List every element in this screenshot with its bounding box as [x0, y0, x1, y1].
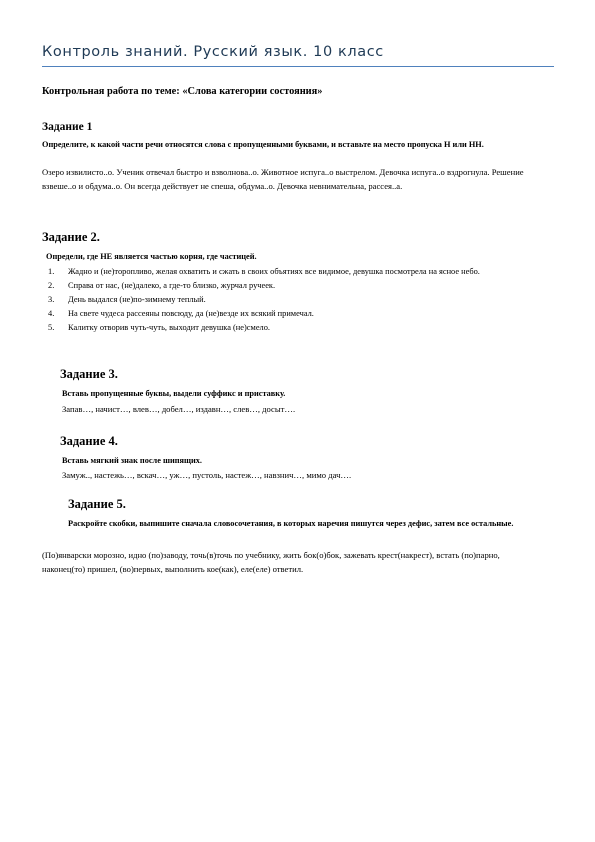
work-title: Контрольная работа по теме: «Слова категории состояния» — [42, 86, 323, 97]
task4-instruction: Вставь мягкий знак после шипящих. — [62, 456, 203, 465]
list-number: 3. — [48, 295, 55, 304]
list-number: 1. — [48, 267, 55, 276]
task5-instruction: Раскройте скобки, выпишите сначала словосочетания, в которых наречия пишутся через дефис, затем все остальные. — [68, 519, 514, 528]
list-item-text: Жадно и (не)торопливо, желая охватить и сжать в своих объятиях все видимое, девушка посмотрела на ясное небо. — [68, 267, 480, 276]
task4-body: Замуж.., настежь…, вскач…, уж…, пустоль, настеж…, навзнич…, мимо дач…. — [62, 470, 352, 480]
task5-heading: Задание 5. — [68, 497, 126, 511]
list-item-text: Справа от нас, (не)далеко, а где-то близко, журчал ручеек. — [68, 281, 276, 290]
list-item — [48, 321, 528, 334]
task1-instruction: Определите, к какой части речи относятся слова с пропущенными буквами, и вставьте на место пропуска Н или НН. — [42, 140, 484, 149]
list-number: 4. — [48, 309, 55, 318]
list-item — [48, 307, 528, 320]
header-divider — [42, 66, 554, 67]
task5-body: (По)январски морозно, идно (по)заводу, точь(в)точь по учебнику, жить бок(о)бок, зажевать крест(накрест), встать (по)парно, наконец(то) пришел, (во)первых, выполнить кое(как), еле(еле) ответил. — [42, 550, 500, 574]
task2-instruction: Определи, где НЕ является частью корня, где частицей. — [46, 252, 257, 261]
header-title: Контроль знаний. Русский язык. 10 класс — [42, 44, 384, 60]
list-item — [48, 265, 528, 278]
list-number: 5. — [48, 323, 55, 332]
task4-heading: Задание 4. — [60, 434, 118, 448]
task3-heading: Задание 3. — [60, 367, 118, 381]
task3-instruction: Вставь пропущенные буквы, выдели суффикс и приставку. — [62, 389, 286, 398]
list-number: 2. — [48, 281, 55, 290]
list-item — [48, 293, 528, 306]
task3-body: Запав…, начист…, влев…, добел…, издавн…, слев…, досыт…. — [62, 404, 296, 414]
list-item — [48, 279, 528, 292]
task1-body: Озеро извилисто..о. Ученик отвечал быстро и взволнова..о. Животное испуга..о выстрелом. Девочка испуга..о вздрогнула. Решение взвеше..о и обдума..о. Он всегда действует не спеша, обдума..о. Девочка невнимательна, рассея..а. — [42, 167, 524, 191]
task1-heading: Задание 1 — [42, 121, 93, 133]
list-item-text: Калитку отворив чуть-чуть, выходит девушка (не)смело. — [68, 323, 270, 332]
task2-list — [48, 265, 528, 335]
list-item-text: День выдался (не)по-зимнему теплый. — [68, 295, 206, 304]
list-item-text: На свете чудеса рассеяны повсюду, да (не)везде их всякий примечал. — [68, 309, 314, 318]
task2-heading: Задание 2. — [42, 230, 100, 244]
